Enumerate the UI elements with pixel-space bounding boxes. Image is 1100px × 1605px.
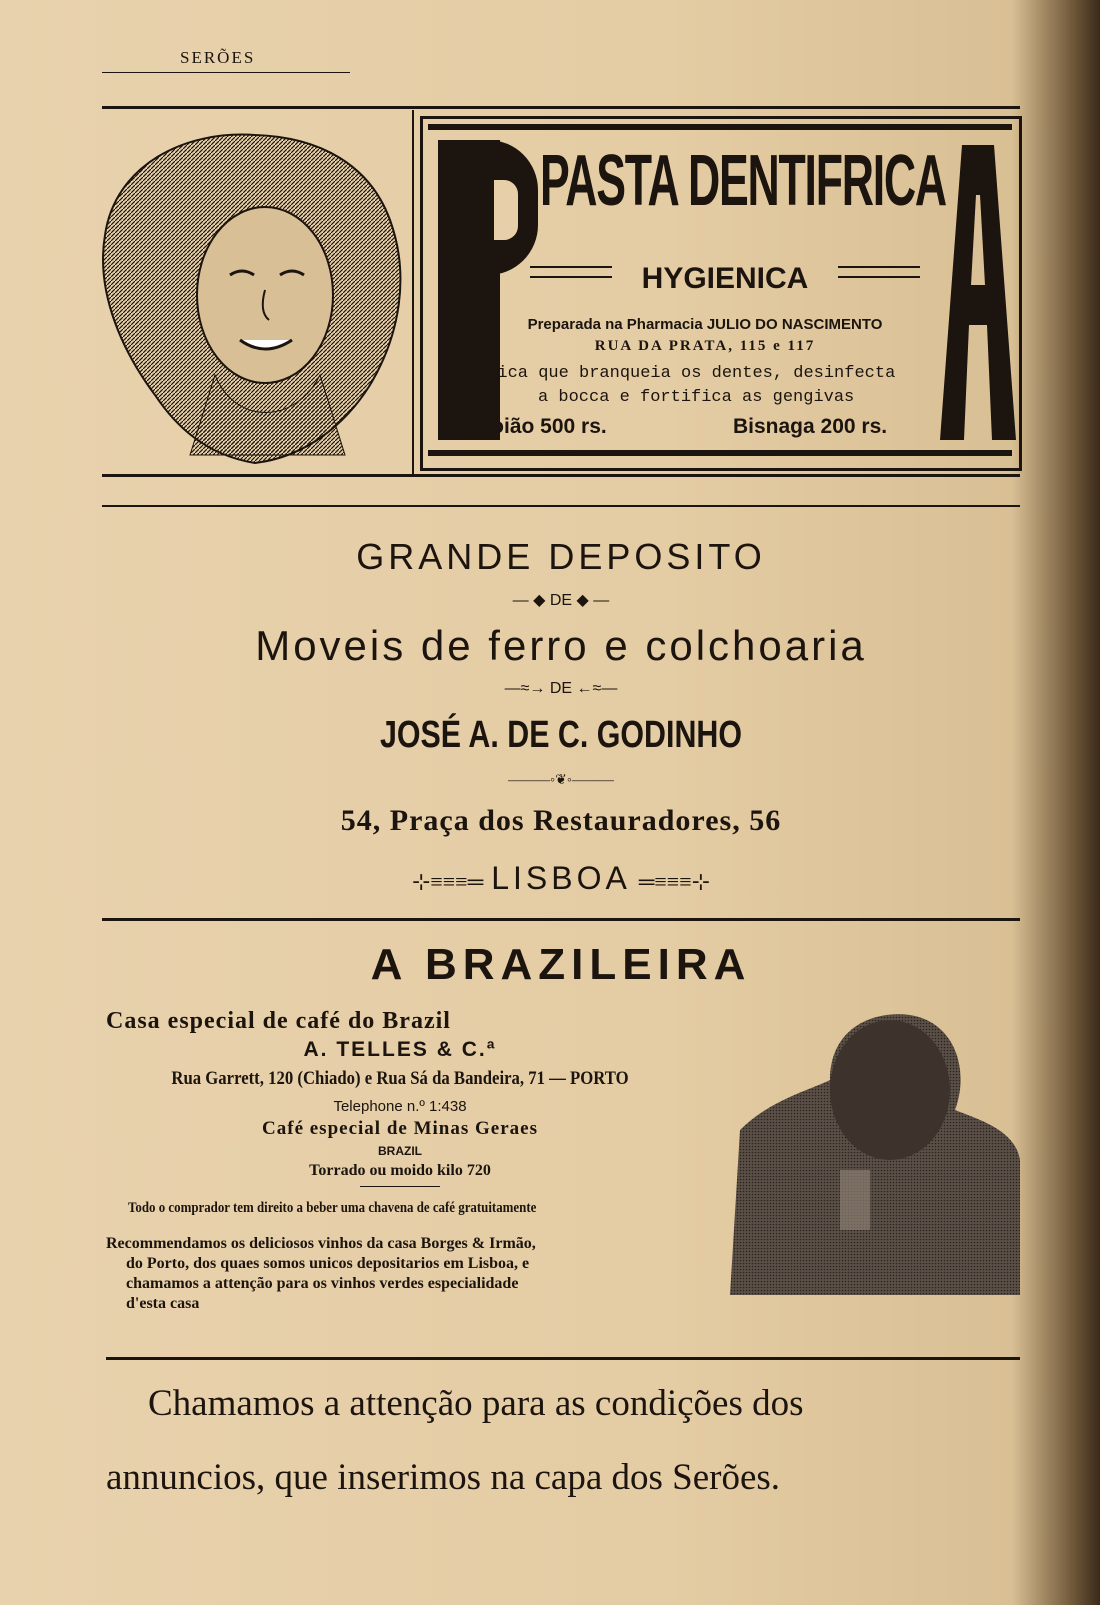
deposito-de-1: — ◆ DE ◆ — xyxy=(512,592,610,609)
brazileira-line1: Casa especial de café do Brazil xyxy=(106,1008,451,1034)
deposito-owner: JOSÉ A. DE C. GODINHO xyxy=(379,714,743,756)
brazileira-top-rule xyxy=(102,918,1020,921)
pasta-bottom-rule xyxy=(102,474,1020,477)
deposito-de-2-text: DE xyxy=(549,680,573,697)
notice-line1: Chamamos a attenção para as condições dos xyxy=(148,1383,804,1424)
woman-portrait-illustration xyxy=(95,125,410,470)
deposito-city: LISBOA xyxy=(491,860,631,896)
pasta-subtitle: HYGIENICA xyxy=(641,262,809,295)
pasta-desc-1: Unica que branqueia os dentes, desinfecta xyxy=(477,364,896,383)
top-rule xyxy=(102,106,1020,109)
pasta-address: RUA DA PRATA, 115 e 117 xyxy=(594,338,816,354)
brazileira-line8: Todo o comprador tem direito a beber uma chavena de café gratuitamente xyxy=(128,1200,537,1216)
big-letter-p xyxy=(438,140,500,440)
brazileira-title: A BRAZILEIRA xyxy=(370,940,752,989)
brazileira-line2: A. TELLES & C.ª xyxy=(303,1038,497,1061)
brazileira-line4: Telephone n.º 1:438 xyxy=(333,1098,467,1115)
man-portrait-illustration xyxy=(730,1010,1020,1295)
ornament-left: ⊹≡≡≡═ xyxy=(411,869,484,894)
running-title: SERÕES xyxy=(180,48,256,67)
pasta-desc-2: a bocca e fortifica as gengivas xyxy=(538,388,855,407)
brazileira-para1: Recommendamos os deliciosos vinhos da casa Borges & Irmão, xyxy=(106,1235,536,1252)
pasta-price-jar: Boião 500 rs. xyxy=(476,415,607,438)
notice-top-rule xyxy=(106,1357,1020,1360)
brazileira-line7: Torrado ou moido kilo 720 xyxy=(309,1162,491,1179)
header-rule xyxy=(102,72,350,73)
pasta-title: PASTA DENTIFRICA xyxy=(540,141,946,221)
pasta-pharmacy: Preparada na Pharmacia JULIO DO NASCIMENTO xyxy=(527,316,883,333)
pasta-frame-inner-top xyxy=(428,124,1012,130)
deposito-de-1-text: DE xyxy=(549,592,573,609)
brazileira-para2: do Porto, dos quaes somos unicos depositarios em Lisboa, e xyxy=(126,1255,530,1272)
brazileira-para3: chamamos a attenção para os vinhos verdes especialidade xyxy=(126,1275,519,1292)
brazileira-para4: d'esta casa xyxy=(126,1295,200,1312)
deposito-address: 54, Praça dos Restauradores, 56 xyxy=(340,804,782,837)
big-letter-a xyxy=(940,145,1016,440)
brazileira-line6: BRAZIL xyxy=(378,1144,422,1158)
ornament-right: ═≡≡≡⊹ xyxy=(638,869,711,894)
vertical-divider xyxy=(412,110,414,474)
brazileira-paragraph xyxy=(106,1234,726,1314)
deposito-city-row xyxy=(102,860,1020,897)
deposito-de-2: —≈→ DE ←≈— xyxy=(504,680,618,697)
deposito-top-rule xyxy=(102,505,1020,507)
ornament-divider-1: ———◦❦◦——— xyxy=(508,773,614,788)
brazileira-line3: Rua Garrett, 120 (Chiado) e Rua Sá da Bandeira, 71 — PORTO xyxy=(171,1068,629,1089)
notice-line2: annuncios, que inserimos na capa dos Serões. xyxy=(106,1457,781,1498)
deposito-products: Moveis de ferro e colchoaria xyxy=(255,622,867,669)
brazileira-line5: Café especial de Minas Geraes xyxy=(262,1118,538,1139)
pasta-price-tube: Bisnaga 200 rs. xyxy=(733,415,888,438)
brazileira-short-rule xyxy=(360,1186,440,1187)
deposito-title: GRANDE DEPOSITO xyxy=(356,536,766,577)
pasta-frame-inner-bottom xyxy=(428,450,1012,456)
